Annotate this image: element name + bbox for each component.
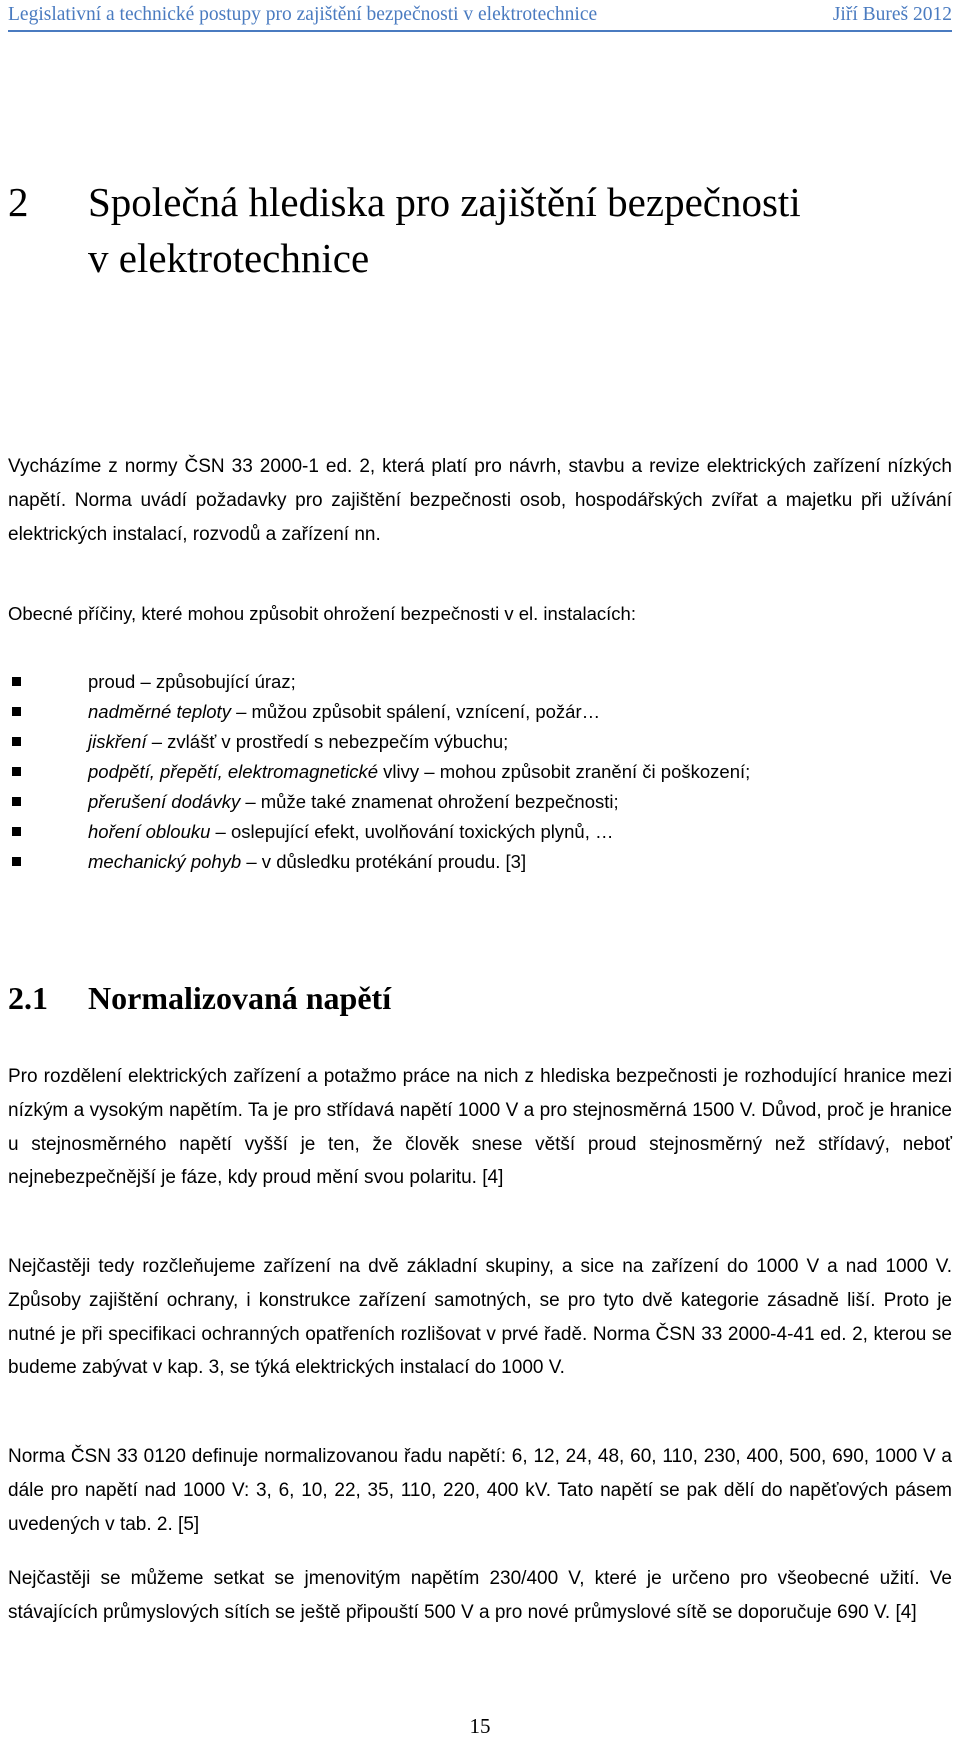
list-item-term: jiskření [88,731,147,752]
list-item-term: hoření oblouku [88,821,211,842]
square-bullet-icon [12,857,21,866]
header-author-year: Jiří Bureš 2012 [832,4,952,25]
header-title: Legislativní a technické postupy pro zajištění bezpečnosti v elektrotechnice [8,4,598,25]
body-paragraph: Nejčastěji se můžeme setkat se jmenovitým napětím 230/400 V, které je určeno pro všeobecné užití. Ve stávajících průmyslových sítích se ještě připouští 500 V a pro nové průmyslové sítě se doporučuje 690 V. [4] [8,1568,952,1623]
list-item-term: přerušení dodávky [88,791,241,812]
list-item [8,757,952,787]
list-item-term: mechanický pohyb [88,851,242,872]
causes-list [8,667,952,877]
list-item-text: – může také znamenat ohrožení bezpečnosti; [240,791,619,812]
running-header [8,0,952,32]
list-item [8,667,952,697]
list-item-text: proud – způsobující úraz; [88,671,296,692]
list-item [8,697,952,727]
square-bullet-icon [12,707,21,716]
list-item [8,817,952,847]
list-item-term: nadměrné teploty [88,701,231,722]
chapter-heading [8,174,908,286]
causes-intro: Obecné příčiny, které mohou způsobit ohrožení bezpečnosti v el. instalacích: [8,603,636,624]
body-paragraph: Norma ČSN 33 0120 definuje normalizovanou řadu napětí: 6, 12, 24, 48, 60, 110, 230, 400, 500, 690, 1000 V a dále pro napětí nad 1000 V: 3, 6, 10, 22, 35, 110, 220, 400 kV. Tato napětí se pak dělí do napěťových pásem uvedených v tab. 2. [5] [8,1446,952,1535]
list-item-term: podpětí, přepětí, elektromagnetické [88,761,379,782]
list-item-text: – oslepující efekt, uvolňování toxických plynů, … [210,821,614,842]
list-item-text: vlivy – mohou způsobit zranění či poškození; [378,761,751,782]
chapter-title-line2: v elektrotechnice [88,235,370,281]
square-bullet-icon [12,797,21,806]
body-paragraph: Pro rozdělení elektrických zařízení a potažmo práce na nich z hlediska bezpečnosti je rozhodující hranice mezi nízkým a vysokým napětím. Ta je pro střídavá napětí 1000 V a pro stejnosměrná 1500 V. Důvod, proč je hranice u stejnosměrného napětí vyšší je ten, že člověk snese větší proud stejnosměrný než střídavý, neboť nejnebezpečnější je fáze, kdy proud mění svou polaritu. [4] [8,1066,952,1189]
section-title: Normalizovaná napětí [88,980,392,1016]
section-heading [8,978,391,1018]
list-item [8,847,952,877]
list-item [8,727,952,757]
list-item-text: – zvlášť v prostředí s nebezpečím výbuchu; [146,731,509,752]
body-paragraph: Nejčastěji tedy rozčleňujeme zařízení na dvě základní skupiny, a sice na zařízení do 1000 V a nad 1000 V. Způsoby zajištění ochrany, i konstrukce zařízení samotných, se pro tyto dvě kategorie zásadně liší. Proto je nutné je při specifikaci ochranných opatřeních rozlišovat v prvé řadě. Norma ČSN 33 2000-4-41 ed. 2, kterou se budeme zabývat v kap. 3, se týká elektrických instalací do 1000 V. [8,1256,952,1379]
list-item-text: – v důsledku protékání proudu. [3] [241,851,527,872]
intro-paragraph: Vycházíme z normy ČSN 33 2000-1 ed. 2, která platí pro návrh, stavbu a revize elektrických zařízení nízkých napětí. Norma uvádí požadavky pro zajištění bezpečnosti osob, hospodářských zvířat a majetku při užívání elektrických instalací, rozvodů a zařízení nn. [8,456,952,545]
square-bullet-icon [12,767,21,776]
square-bullet-icon [12,737,21,746]
page-number: 15 [469,1714,491,1738]
square-bullet-icon [12,827,21,836]
square-bullet-icon [12,677,21,686]
list-item [8,787,952,817]
section-number: 2.1 [8,980,48,1016]
chapter-number: 2 [8,179,29,225]
list-item-text: – můžou způsobit spálení, vznícení, požár… [230,701,601,722]
chapter-title-line1: Společná hlediska pro zajištění bezpečnosti [88,179,801,225]
